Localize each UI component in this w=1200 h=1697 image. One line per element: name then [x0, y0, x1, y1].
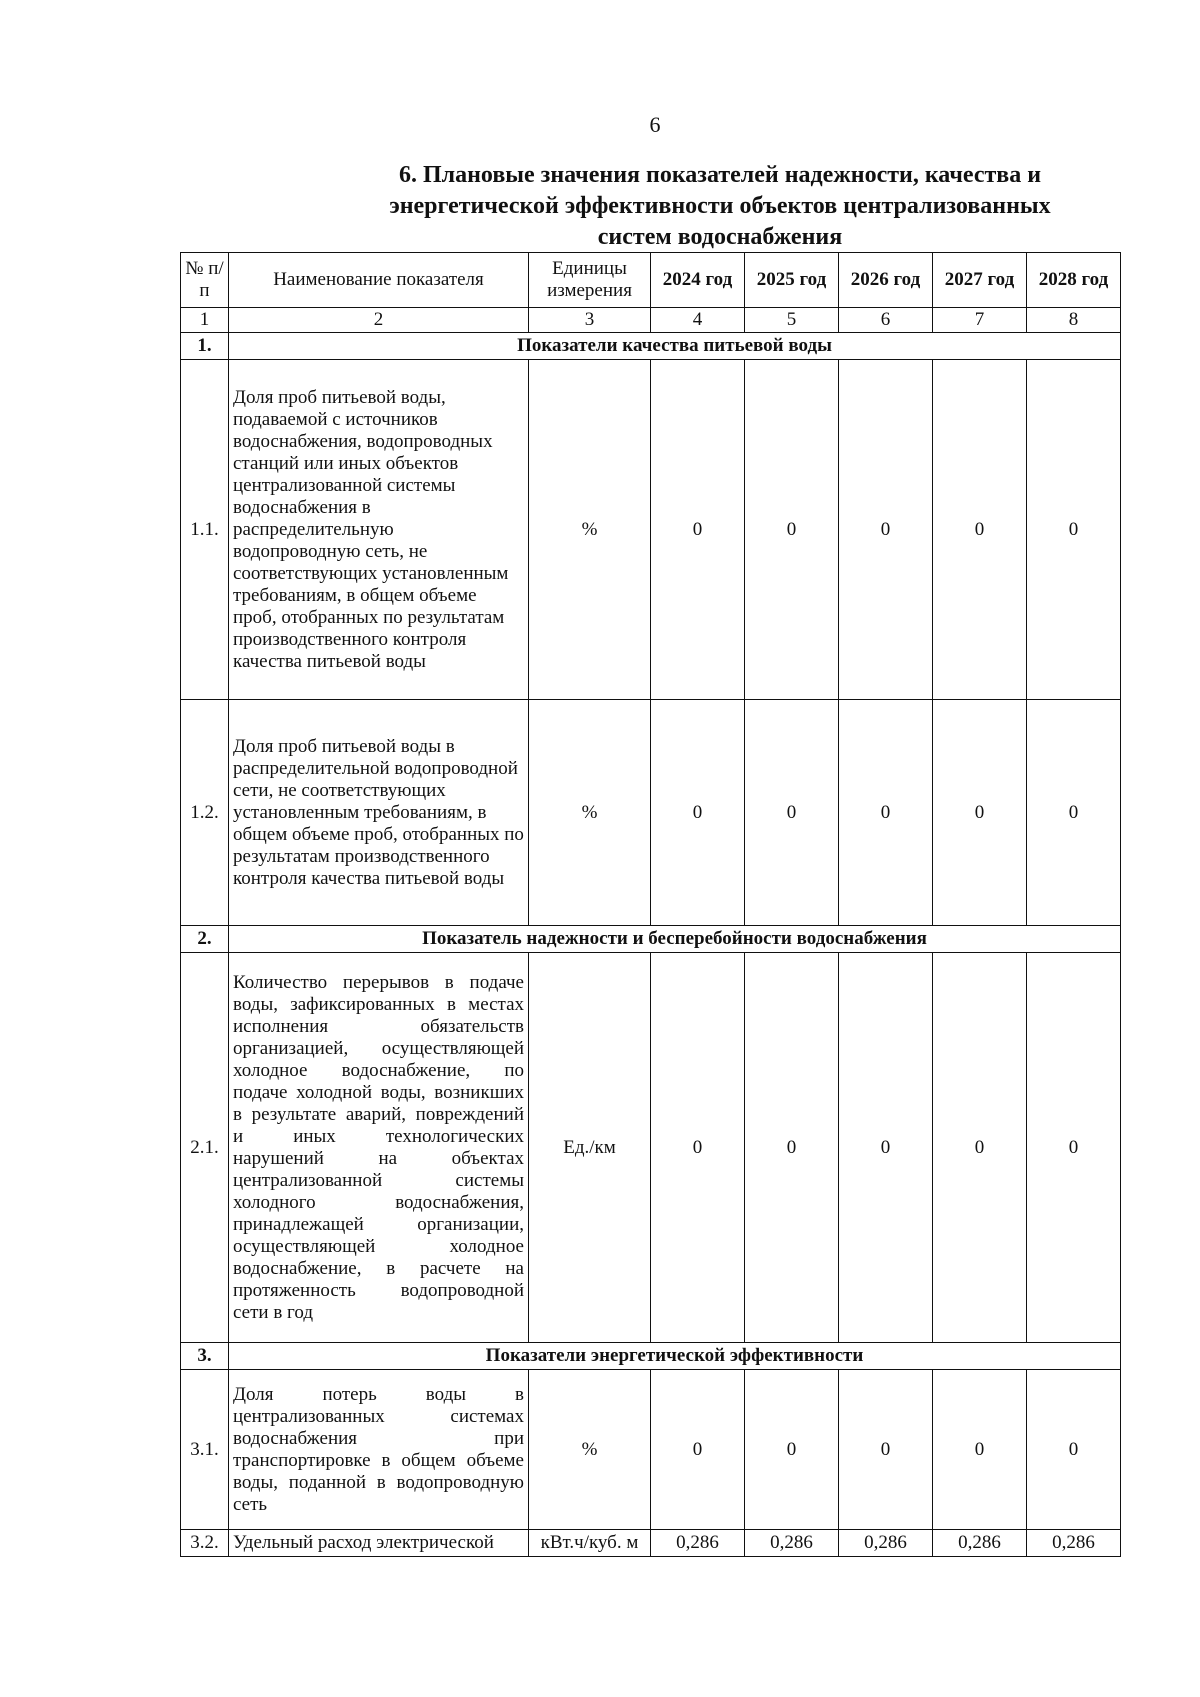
header-year: 2025 год [745, 253, 839, 308]
page-number: 6 [649, 112, 661, 137]
unit-cell: Ед./км [529, 953, 651, 1343]
title-line-2: энергетической эффективности объектов централизованных [389, 193, 1051, 219]
value-cell: 0 [745, 700, 839, 926]
value-cell: 0,286 [839, 1530, 933, 1557]
value-cell: 0 [839, 953, 933, 1343]
header-year: 2028 год [1027, 253, 1121, 308]
row-number: 3.2. [181, 1530, 229, 1557]
header-unit: Единицы измерения [529, 253, 651, 308]
value-cell: 0 [933, 700, 1027, 926]
value-cell: 0,286 [745, 1530, 839, 1557]
value-cell: 0 [651, 700, 745, 926]
column-number: 1 [181, 308, 229, 333]
row-number: 1.2. [181, 700, 229, 926]
title-line-1: 6. Плановые значения показателей надежности, качества и [398, 162, 1042, 188]
table-row [181, 953, 1121, 1343]
indicator-name: Доля проб питьевой воды, подаваемой с источников водоснабжения, водопроводных станций или иных объектов централизованной системы водоснабжения в распределительную водопроводную сеть, не соответствующих установленным требованиям, в общем объеме проб, отобранных по результатам производственного контроля качества питьевой воды [229, 360, 529, 700]
section-title: Показатели энергетической эффективности [229, 1343, 1121, 1370]
value-cell: 0 [839, 700, 933, 926]
value-cell: 0 [745, 360, 839, 700]
value-cell: 0 [839, 360, 933, 700]
value-cell: 0 [1027, 1370, 1121, 1530]
row-number: 1.1. [181, 360, 229, 700]
header-num: № п/п [181, 253, 229, 308]
value-cell: 0 [651, 1370, 745, 1530]
section-title: Показатель надежности и бесперебойности водоснабжения [229, 926, 1121, 953]
value-cell: 0 [651, 953, 745, 1343]
document-title [330, 160, 1110, 253]
indicator-name: Доля проб питьевой воды в распределительной водопроводной сети, не соответствующих установленным требованиям, в общем объеме проб, отобранных по результатам производственного контроля качества питьевой воды [229, 700, 529, 926]
unit-cell: % [529, 360, 651, 700]
header-year: 2027 год [933, 253, 1027, 308]
column-number: 6 [839, 308, 933, 333]
column-number: 8 [1027, 308, 1121, 333]
value-cell: 0 [651, 360, 745, 700]
section-number: 2. [181, 926, 229, 953]
value-cell: 0,286 [1027, 1530, 1121, 1557]
value-cell: 0,286 [933, 1530, 1027, 1557]
column-number: 2 [229, 308, 529, 333]
title-line-3: систем водоснабжения [597, 224, 843, 250]
value-cell: 0 [745, 953, 839, 1343]
unit-cell: кВт.ч/куб. м [529, 1530, 651, 1557]
value-cell: 0 [933, 1370, 1027, 1530]
section-number: 1. [181, 333, 229, 360]
header-year: 2024 год [651, 253, 745, 308]
section-row [181, 1343, 1121, 1370]
indicator-name: Количество перерывов в подаче воды, зафиксированных в местах исполнения обязательств организацией, осуществляющей холодное водоснабжение, по подаче холодной воды, возникших в результате аварий, повреждений и иных технологических нарушений на объектах централизованной системы холодного водоснабжения, принадлежащей организации, осуществляющей холодное водоснабжение, в расчете на протяженность водопроводной сети в год [229, 953, 529, 1343]
section-title: Показатели качества питьевой воды [229, 333, 1121, 360]
row-number: 3.1. [181, 1370, 229, 1530]
unit-cell: % [529, 1370, 651, 1530]
table-row [181, 1370, 1121, 1530]
value-cell: 0 [1027, 953, 1121, 1343]
row-number: 2.1. [181, 953, 229, 1343]
value-cell: 0 [1027, 700, 1121, 926]
indicators-table [180, 252, 1121, 1557]
value-cell: 0 [839, 1370, 933, 1530]
value-cell: 0,286 [651, 1530, 745, 1557]
value-cell: 0 [933, 953, 1027, 1343]
table-row [181, 700, 1121, 926]
header-name: Наименование показателя [229, 253, 529, 308]
value-cell: 0 [745, 1370, 839, 1530]
unit-cell: % [529, 700, 651, 926]
value-cell: 0 [1027, 360, 1121, 700]
header-year: 2026 год [839, 253, 933, 308]
indicator-name: Удельный расход электрической [229, 1530, 529, 1557]
column-number: 4 [651, 308, 745, 333]
indicator-name: Доля потерь воды в централизованных системах водоснабжения при транспортировке в общем объеме воды, поданной в водопроводную сеть [229, 1370, 529, 1530]
column-numbers-row [181, 308, 1121, 333]
section-number: 3. [181, 1343, 229, 1370]
table-row [181, 360, 1121, 700]
section-row [181, 926, 1121, 953]
column-number: 7 [933, 308, 1027, 333]
header-row [181, 253, 1121, 308]
table-row [181, 1530, 1121, 1557]
column-number: 3 [529, 308, 651, 333]
value-cell: 0 [933, 360, 1027, 700]
column-number: 5 [745, 308, 839, 333]
section-row [181, 333, 1121, 360]
